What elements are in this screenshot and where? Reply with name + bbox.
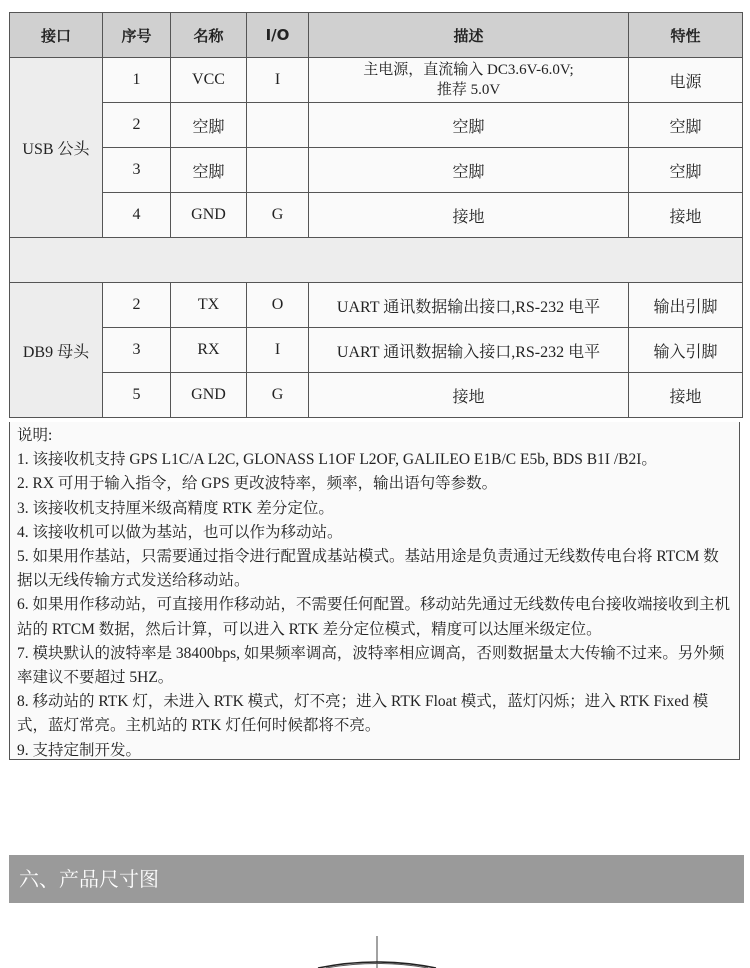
pin-description: 空脚 bbox=[309, 103, 629, 148]
table-row bbox=[10, 58, 743, 103]
pin-name: GND bbox=[171, 193, 247, 238]
pin-name: 空脚 bbox=[171, 103, 247, 148]
pin-io: O bbox=[247, 283, 309, 328]
note-item: 8. 移动站的 RTK 灯，未进入 RTK 模式，灯不亮；进入 RTK Float 模式，蓝灯闪烁；进入 RTK Fixed 模式，蓝灯常亮。主机站的 RTK 灯任何时候都将不亮。 bbox=[17, 693, 709, 735]
table-row bbox=[10, 373, 743, 418]
pin-feature: 接地 bbox=[629, 373, 743, 418]
pin-description bbox=[309, 58, 629, 103]
note-item: 9. 支持定制开发。 bbox=[17, 741, 142, 759]
table-row bbox=[10, 283, 743, 328]
pin-feature: 输入引脚 bbox=[629, 328, 743, 373]
pin-name: 空脚 bbox=[171, 148, 247, 193]
db9-group-label: DB9 母头 bbox=[10, 283, 103, 418]
pin-description: 空脚 bbox=[309, 148, 629, 193]
pin-description: 接地 bbox=[309, 193, 629, 238]
pin-number: 3 bbox=[103, 328, 171, 373]
pin-io: I bbox=[247, 58, 309, 103]
header-description: 描述 bbox=[309, 13, 629, 58]
notes-box bbox=[9, 422, 740, 760]
note-item: 1. 该接收机支持 GPS L1C/A L2C, GLONASS L1OF L2OF, GALILEO E1B/C E5b, BDS B1I /B2I。 bbox=[17, 451, 657, 469]
note-item: 2. RX 可用于输入指令，给 GPS 更改波特率，频率，输出语句等参数。 bbox=[17, 475, 498, 493]
pin-number: 5 bbox=[103, 373, 171, 418]
pin-description: 接地 bbox=[309, 373, 629, 418]
pin-name: RX bbox=[171, 328, 247, 373]
header-feature: 特性 bbox=[629, 13, 743, 58]
pin-description: UART 通讯数据输出接口,RS-232 电平 bbox=[309, 283, 629, 328]
table-row bbox=[10, 103, 743, 148]
pin-number: 1 bbox=[103, 58, 171, 103]
table-row bbox=[10, 193, 743, 238]
pin-io: G bbox=[247, 193, 309, 238]
note-item: 6. 如果用作移动站，可直接用作移动站，不需要任何配置。移动站先通过无线数传电台接收端接收到主机站的 RTCM 数据，然后计算，可以进入 RTK 差分定位模式，精度可以达厘米级定位。 bbox=[17, 596, 731, 638]
pin-description-line1: 主电源，直流输入 DC3.6V-6.0V; bbox=[363, 62, 574, 78]
note-item: 4. 该接收机可以做为基站，也可以作为移动站。 bbox=[17, 523, 343, 541]
section-title: 六、产品尺寸图 bbox=[19, 867, 159, 891]
pin-io bbox=[247, 148, 309, 193]
pin-number: 3 bbox=[103, 148, 171, 193]
spacer-cell bbox=[10, 238, 743, 283]
table-header-row bbox=[10, 13, 743, 58]
table-row bbox=[10, 148, 743, 193]
note-item: 5. 如果用作基站，只需要通过指令进行配置成基站模式。基站用途是负责通过无线数传电台将 RTCM 数据以无线传输方式发送给移动站。 bbox=[17, 548, 719, 590]
pin-feature: 接地 bbox=[629, 193, 743, 238]
note-item: 3. 该接收机支持厘米级高精度 RTK 差分定位。 bbox=[17, 499, 334, 517]
pin-feature: 输出引脚 bbox=[629, 283, 743, 328]
header-io: I/O bbox=[247, 13, 309, 58]
pin-name: GND bbox=[171, 373, 247, 418]
header-name: 名称 bbox=[171, 13, 247, 58]
note-item: 7. 模块默认的波特率是 38400bps, 如果频率调高，波特率相应调高，否则数据量太大传输不过来。另外频率建议不要超过 5HZ。 bbox=[17, 644, 725, 687]
header-number: 序号 bbox=[103, 13, 171, 58]
pin-description: UART 通讯数据输入接口,RS-232 电平 bbox=[309, 328, 629, 373]
pin-number: 2 bbox=[103, 103, 171, 148]
section-title-bar bbox=[9, 855, 744, 903]
usb-group-label: USB 公头 bbox=[10, 58, 103, 238]
pin-io: I bbox=[247, 328, 309, 373]
pin-feature: 空脚 bbox=[629, 103, 743, 148]
pin-io: G bbox=[247, 373, 309, 418]
pin-name: TX bbox=[171, 283, 247, 328]
pin-feature: 电源 bbox=[629, 58, 743, 103]
dimension-drawing bbox=[0, 930, 750, 968]
pin-feature: 空脚 bbox=[629, 148, 743, 193]
pin-number: 2 bbox=[103, 283, 171, 328]
pin-definition-table bbox=[9, 12, 743, 418]
pin-io bbox=[247, 103, 309, 148]
pin-number: 4 bbox=[103, 193, 171, 238]
notes-title: 说明: bbox=[17, 427, 53, 444]
pin-name: VCC bbox=[171, 58, 247, 103]
header-interface: 接口 bbox=[10, 13, 103, 58]
table-spacer-row bbox=[10, 238, 743, 283]
table-row bbox=[10, 328, 743, 373]
pin-description-line2: 推荐 5.0V bbox=[436, 82, 501, 98]
